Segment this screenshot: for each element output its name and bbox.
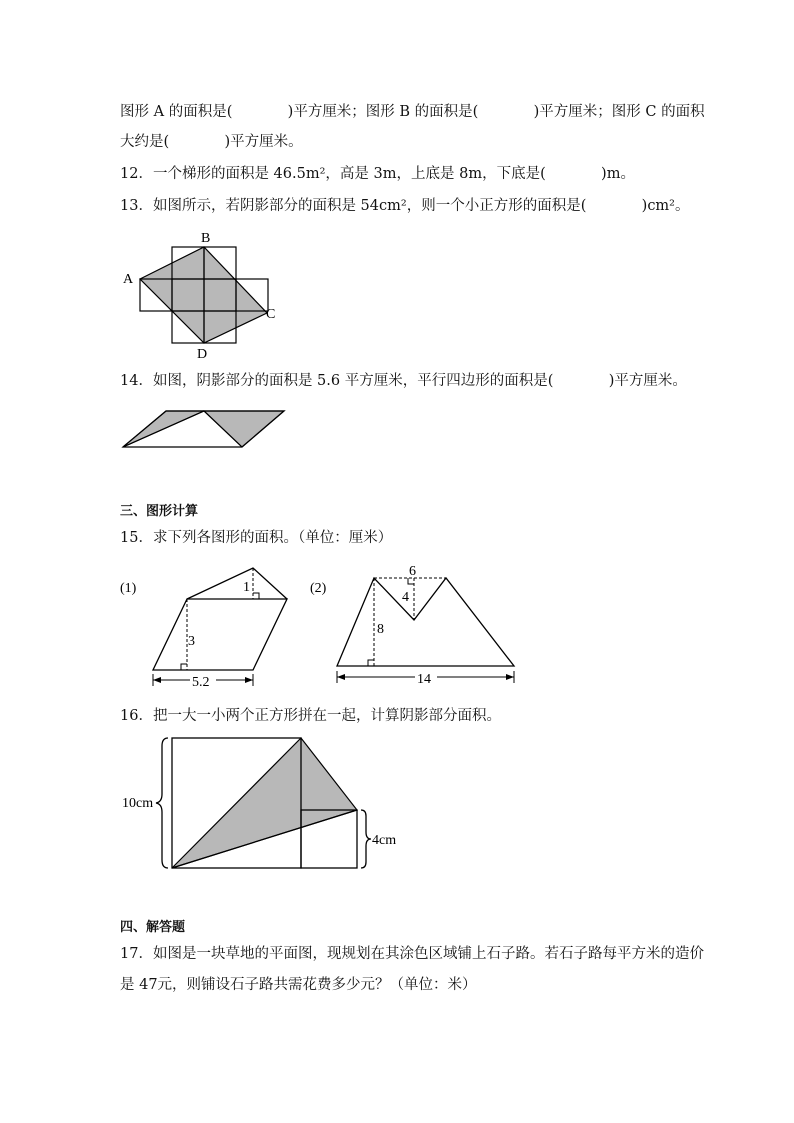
q14-parallelogram-figure (118, 404, 293, 454)
q16-small-label: 4cm (372, 833, 397, 848)
q15-text: 15．求下列各图形的面积。（单位：厘米） (120, 530, 393, 546)
q14-shaded-right (204, 411, 284, 447)
q15-figure-2 (305, 560, 525, 690)
q16-text: 16．把一大一小两个正方形拼在一起，计算阴影部分面积。 (120, 708, 501, 724)
q16-right-brace (361, 810, 371, 868)
q15-fig2-base: 14 (417, 672, 431, 687)
q15-fig2-height: 8 (377, 622, 384, 637)
q15-fig2-label: (2) (310, 581, 327, 596)
q14-text: 14．如图，阴影部分的面积是 5.6 平方厘米，平行四边形的面积是( )平方厘米。 (120, 373, 687, 389)
q15-fig1-small-height: 1 (243, 580, 250, 595)
q15-figure-1 (115, 562, 305, 697)
section-4-heading: 四、解答题 (120, 920, 186, 935)
q15-fig1-label: (1) (120, 581, 137, 596)
q16-left-brace (156, 738, 168, 868)
section-3-heading: 三、图形计算 (120, 504, 199, 519)
q15-fig2-depth: 4 (402, 590, 409, 605)
q13-text: 13．如图所示，若阴影部分的面积是 54cm²，则一个小正方形的面积是( )cm²。 (120, 198, 690, 214)
q16-squares-figure (118, 732, 418, 877)
q11-line-2: 大约是( )平方厘米。 (120, 134, 303, 150)
q13-label-a: A (123, 272, 134, 287)
q16-shaded-triangle (172, 738, 357, 868)
q15-fig1-base: 5.2 (192, 675, 210, 690)
q15-fig1-height: 3 (188, 634, 195, 649)
q13-grid-figure (115, 225, 295, 365)
q17-line-1: 17．如图是一块草地的平面图，现规划在其涂色区域铺上石子路。若石子路每平方米的造价 (120, 946, 704, 962)
q15-fig2-top: 6 (409, 564, 416, 579)
q17-line-2: 是 47元，则铺设石子路共需花费多少元？（单位：米） (120, 977, 477, 993)
q13-label-b: B (201, 231, 211, 246)
q12-text: 12．一个梯形的面积是 46.5m²，高是 3m，上底是 8m，下底是( )m。 (120, 166, 635, 182)
q13-label-d: D (197, 347, 208, 362)
q16-big-label: 10cm (122, 796, 154, 811)
q11-line-1: 图形 A 的面积是( )平方厘米；图形 B 的面积是( )平方厘米；图形 C 的面积 (120, 104, 705, 120)
q13-label-c: C (266, 307, 276, 322)
